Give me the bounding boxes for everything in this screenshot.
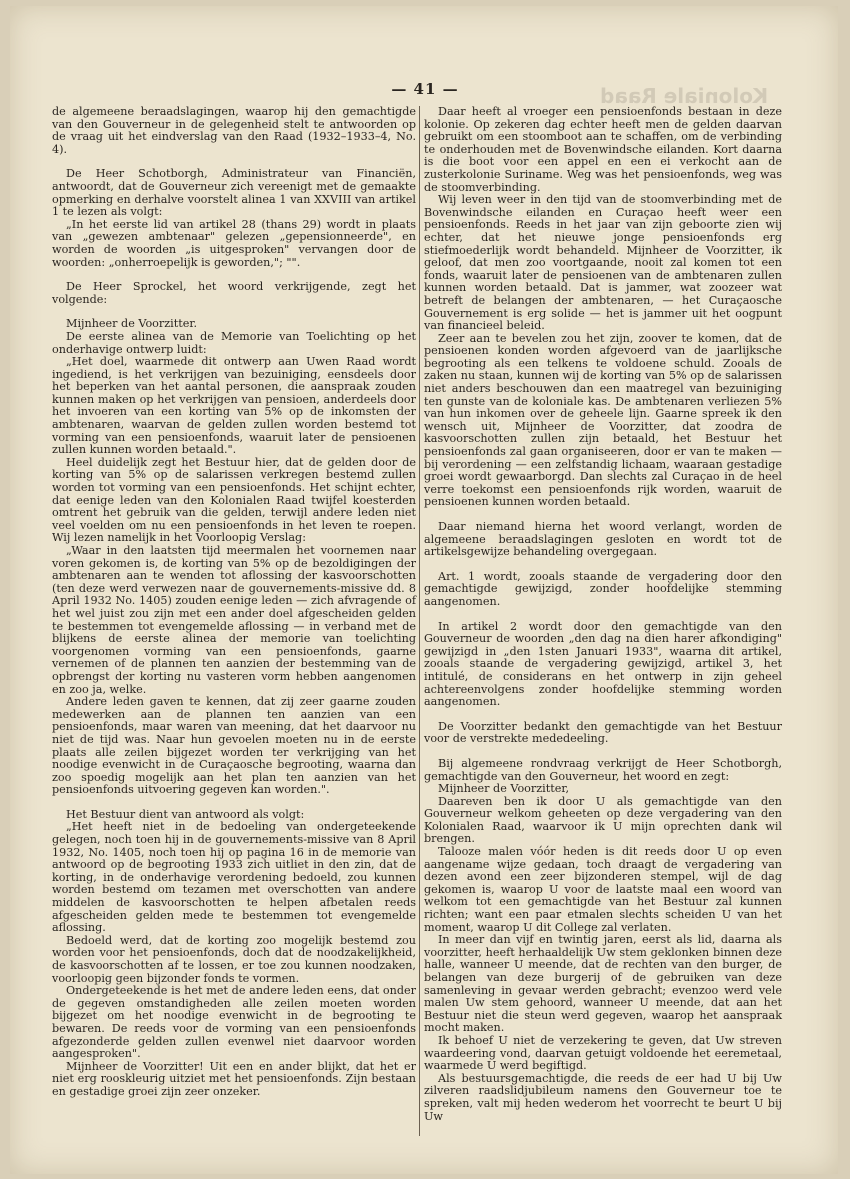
paragraph: Mijnheer de Voorzitter, [438, 782, 570, 796]
paragraph: Heel duidelijk zegt het Bestuur hier, dat de gelden door de korting van 5% op de salarissen verkregen bestemd zullen worden tot vorming van een pensioenfonds. Het schijnt echter, dat eenige leden van den Kolonialen Raad twijfel koesterden omtrent het gebruik van die gelden, terwijl andere leden niet veel voelden om nu een pensioenfonds in het leven te roepen. Wij lezen namelijk in het Voorloopig Verslag: [52, 455, 416, 545]
paragraph: Mijnheer de Voorzitter. [66, 317, 198, 331]
paragraph: Het Bestuur dient van antwoord als volgt: [66, 807, 305, 821]
page-number: — 41 — [391, 80, 459, 98]
paragraph: Daar niemand hierna het woord verlangt, worden de algemeene beraadslagingen gesloten en wordt tot de artikelsgewijze behandeling overgegaan. [424, 520, 782, 559]
paragraph: Ondergeteekende is het met de andere leden eens, dat onder de gegeven omstandigheden alle zeilen moeten worden bijgezet om het noodige evenwicht in de begrooting te bewaren. De reeds voor de vorming van een pensioenfonds afgezonderde gelden zullen evenwel niet daarvoor worden aangesproken". [52, 984, 416, 1061]
right-column [424, 106, 782, 1123]
paragraph: Bedoeld werd, dat de korting zoo mogelijk bestemd zou worden voor het pensioenfonds, doch dat de noodzakelijkheid, de kasvoorschotten af te lossen, er toe zou kunnen noodzaken, voorloopig geen bijzonder fonds te vormen. [52, 933, 416, 985]
paragraph: Zeer aan te bevelen zou het zijn, zoover te komen, dat de pensioenen konden worden afgevoerd van de jaarlijksche begrooting als een telkens te voldoene schuld. Zooals de zaken nu staan, kunnen wij de korting van 5% op de salarissen niet anders beschouwen dan een maatregel van bezuiniging ten gunste van de koloniale kas. De ambtenaren verliezen 5% van hun inkomen over de geheele lijn. Gaarne spreek ik den wensch uit, Mijnheer de Voorzitter, dat zoodra de kasvoorschotten zullen zijn betaald, het Bestuur het pensioenfonds zal gaan organiseeren, door er van te maken — bij verordening — een zelfstandig lichaam, waaraan gestadige groei wordt gewaarborgd. Dan slechts zal Curaçao in de heel verre toekomst een pensioenfonds rijk worden, waaruit de pensioenen kunnen worden betaald. [424, 331, 782, 509]
paragraph: Bij algemeene rondvraag verkrijgt de Heer Schotborgh, gemachtigde van den Gouverneur, het woord en zegt: [424, 756, 782, 783]
paragraph: Wij leven weer in den tijd van de stoomverbinding met de Bovenwindsche eilanden en Curaçao heeft weer een pensioenfonds. Reeds in het jaar van zijn geboorte zien wij echter, dat het nieuwe jonge pensioenfonds erg stiefmoederlijk wordt behandeld. Mijnheer de Voorzitter, ik geloof, dat men zoo voortgaande, nooit zal komen tot een fonds, waaruit later de pensioenen van de ambtenaren zullen kunnen worden betaald. Dat is jammer, wat zoozeer wat betreft de belangen der ambtenaren, — het Curaçaosche Gouvernement is erg solide — het is jammer uit het oogpunt van financieel beleid. [424, 193, 782, 333]
paragraph: Daareven ben ik door U als gemachtigde van den Gouverneur welkom geheeten op deze vergadering van den Kolonialen Raad, waarvoor ik U mijn oprechten dank wil brengen. [424, 794, 782, 846]
paragraph: De eerste alinea van de Memorie van Toelichting op het onderhavige ontwerp luidt: [52, 329, 416, 356]
paragraph: Als bestuursgemachtigde, die reeds de eer had U bij Uw zilveren raadslidjubileum namens den Gouverneur toe te spreken, valt mij heden wederom het voorrecht te beurt U bij Uw [424, 1071, 782, 1123]
paragraph: In meer dan vijf en twintig jaren, eerst als lid, daarna als voorzitter, heeft herhaaldelijk Uw stem geklonken binnen deze halle, wanneer U meende, dat de rechten van den burger, de belangen van deze burgerij of de gebruiken van deze samenleving in gevaar werden gebracht; evenzoo werd vele malen Uw stem gehoord, wanneer U meende, dat aan het Bestuur niet die steun werd gegeven, waarop het aanspraak mocht maken. [424, 933, 782, 1035]
paragraph: „Het heeft niet in de bedoeling van ondergeteekende gelegen, noch toen hij in de gouvernements-missive van 8 April 1932, No. 1405, noch toen hij op pagina 16 in de memorie van antwoord op de begrooting 1933 zich uitliet in den zin, dat de korting, in de onderhavige verordening bedoeld, zou kunnen worden bestemd om tezamen met overschotten van andere middelen de kasvoorschotten te helpen afbetalen reeds afgescheiden gelden mede te bestemmen tot evengemelde aflossing. [52, 820, 416, 935]
paragraph: „Het doel, waarmede dit ontwerp aan Uwen Raad wordt ingediend, is het verkrijgen van bezuiniging, eensdeels door het beperken van het aantal personen, die aanspraak zouden kunnen maken op het verkrijgen van pensioen, anderdeels door het invoeren van een korting van 5% op de inkomsten der ambtenaren, waarvan de gelden zullen worden bestemd tot vorming van een pensioenfonds, waaruit later de pensioenen zullen kunnen worden betaald.". [52, 355, 416, 457]
paragraph: de algemeene beraadslagingen, waarop hij den gemachtigde van den Gouverneur in de gelegenheid stelt te antwoorden op de vraag uit het eindverslag van den Raad (1932–1933–4, No. 4). [52, 105, 416, 156]
paragraph: De Heer Schotborgh, Administrateur van Financiën, antwoordt, dat de Gouverneur zich vereenigt met de gemaakte opmerking en derhalve voorstelt alinea 1 van XXVIII van artikel 1 te lezen als volgt: [52, 167, 416, 219]
paragraph: Daar heeft al vroeger een pensioenfonds bestaan in deze kolonie. Op zekeren dag echter heeft men de gelden daarvan gebruikt om een stoomboot aan te schaffen, om de verbinding te onderhouden met de Bovenwindsche eilanden. Kort daarna is die boot voor een appel en een ei verkocht aan de zusterkolonie Suriname. Weg was het pensioenfonds, weg was de stoomverbinding. [424, 105, 782, 194]
paragraph: In artikel 2 wordt door den gemachtigde van den Gouverneur de woorden „den dag na dien harer afkondiging" gewijzigd in „den 1sten Januari 1933", waarna dit artikel, zooals staande de vergadering gewijzigd, artikel 3, het intitulé, de considerans en het ontwerp in zijn geheel achtereenvolgens zonder hoofdelijke stemming worden aangenomen. [424, 619, 782, 709]
paragraph: De Heer Sprockel, het woord verkrijgende, zegt het volgende: [52, 280, 416, 306]
paragraph: „Waar in den laatsten tijd meermalen het voornemen naar voren gekomen is, de korting van 5% op de bezoldigingen der ambtenaren aan te wenden tot aflossing der kasvoorschotten (ten deze werd verwezen naar de gouvernements-missive dd. 8 April 1932 No. 1405) zouden eenige leden — zich afvragende of het wel juist zou zijn met een ander doel afgescheiden gelden te bestemmen tot evengemelde aflossing — in verband met de blijkens de eerste alinea der memorie van toelichting voorgenomen vorming van een pensioenfonds, gaarne vernemen of de plannen ten aanzien der bestemming van de opbrengst der korting nu vasteren vorm hebben aangenomen en zoo ja, welke. [52, 544, 416, 696]
column-divider [419, 106, 420, 1136]
bleed-through-text: Koloniale Raad [600, 84, 769, 108]
paragraph: Andere leden gaven te kennen, dat zij zeer gaarne zouden medewerken aan de plannen ten aanzien van een pensioenfonds, maar waren van meening, dat het daarvoor nu niet de tijd was. Naar hun gevoelen moeten nu in de eerste plaats alle zeilen bijgezet worden ter verkrijging van het noodige evenwicht in de Curaçaosche begrooting, waarna dan zoo spoedig mogelijk aan het plan ten aanzien van het pensioenfonds uitvoering gegeven kan worden.". [52, 695, 416, 797]
paragraph: Talooze malen vóór heden is dit reeds door U op even aangename wijze gedaan, toch draagt de vergadering van dezen avond een zeer bijzonderen stempel, wijl de dag gekomen is, waarop U voor de laatste maal een woord van welkom tot een gemachtigde van het Bestuur zal kunnen richten; want een paar etmalen slechts scheiden U van het moment, waarop U dit College zal verlaten. [424, 845, 782, 934]
paragraph: De Voorzitter bedankt den gemachtigde van het Bestuur voor de verstrekte mededeeling. [424, 719, 782, 746]
paragraph: Mijnheer de Voorzitter! Uit een en ander blijkt, dat het er niet erg rooskleurig uitziet met het pensioenfonds. Zijn bestaan en gestadige groei zijn zeer onzeker. [52, 1059, 416, 1098]
paragraph: Art. 1 wordt, zooals staande de vergadering door den gemachtigde gewijzigd, zonder hoofdelijke stemming aangenomen. [424, 569, 782, 608]
left-column [52, 106, 416, 1099]
paragraph: „In het eerste lid van artikel 28 (thans 29) wordt in plaats van „gewezen ambtenaar" gelezen „gepensionneerde", en worden de woorden „is uitgesproken" vervangen door de woorden: „onherroepelijk is geworden,"; "". [52, 217, 416, 269]
paragraph: Ik behoef U niet de verzekering te geven, dat Uw streven waardeering vond, daarvan getuigt voldoende het eeremetaal, waarmede U werd begiftigd. [424, 1033, 782, 1073]
